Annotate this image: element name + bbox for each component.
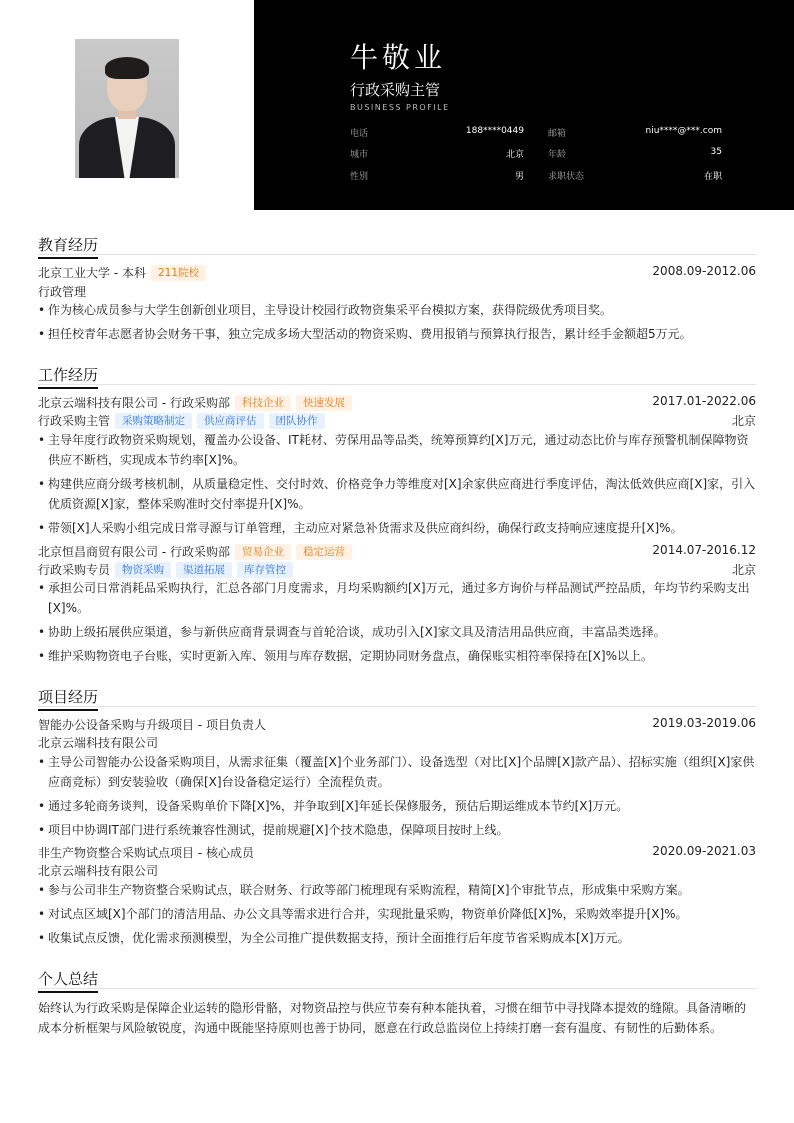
info-age xyxy=(548,147,722,161)
info-label: 性别 xyxy=(350,172,369,182)
project-company-row xyxy=(38,734,756,752)
role-tag: 团队协作 xyxy=(269,413,325,429)
job-bullet: • 构建供应商分级考核机制，从质量稳定性、交付时效、价格竞争力等维度对[X]余家供应商进行季度评估，淘汰低效供应商[X]家，引入优质资源[X]家，整体采购准时交付率提升[X]%。 xyxy=(38,474,756,514)
job-bullet: • 主导年度行政物资采购规划，覆盖办公设备、IT耗材、劳保用品等品类，统筹预算约[X]万元，通过动态比价与库存预警机制保障物资供应不断档，实现成本节约率[X]%。 xyxy=(38,430,756,470)
company-name: 北京恒昌商贸有限公司 - 行政采购部 xyxy=(38,545,230,559)
education-bullet: • 作为核心成员参与大学生创新创业项目，主导设计校园行政物资集采平台模拟方案，获得院级优秀项目奖。 xyxy=(38,300,756,320)
resume-header xyxy=(0,0,794,210)
info-job-status xyxy=(548,169,722,183)
profile-photo xyxy=(75,39,179,178)
work-section xyxy=(38,364,756,389)
job-bullet: • 带领[X]人采购小组完成日常寻源与订单管理，主动应对紧急补货需求及供应商纠纷，确保行政支持响应速度提升[X]%。 xyxy=(38,518,756,538)
education-major-row xyxy=(38,283,756,301)
job-header xyxy=(38,394,756,412)
job-header xyxy=(38,543,756,561)
project-period: 2019.03-2019.06 xyxy=(652,716,756,730)
section-divider xyxy=(38,706,756,707)
info-city xyxy=(350,147,524,161)
project-name: 智能办公设备采购与升级项目 - 项目负责人 xyxy=(38,718,266,732)
info-row-2 xyxy=(350,147,722,161)
job-role: 行政采购主管 xyxy=(38,414,111,428)
company-tag: 稳定运营 xyxy=(296,544,352,560)
company-tag: 科技企业 xyxy=(235,395,291,411)
info-label: 电话 xyxy=(350,129,369,139)
job-period: 2017.01-2022.06 xyxy=(652,394,756,408)
info-value: 北京 xyxy=(505,150,524,160)
info-value: niu****@***.com xyxy=(645,126,722,136)
photo-area xyxy=(0,0,254,210)
project-bullet: • 对试点区域[X]个部门的清洁用品、办公文具等需求进行合并，实现批量采购，物资单价降低[X]%，采购效率提升[X]%。 xyxy=(38,904,756,924)
job-bullet: • 承担公司日常消耗品采购执行，汇总各部门月度需求，月均采购额约[X]万元，通过多方询价与样品测试严控品质，年均节约采购支出[X]%。 xyxy=(38,578,756,618)
photo-hair xyxy=(105,57,149,79)
project-bullet: • 主导公司智能办公设备采购项目，从需求征集（覆盖[X]个业务部门）、设备选型（对比[X]个品牌[X]款产品）、招标实施（组织[X]家供应商竞标）到安装验收（确保[X]台设备稳定运行）全流程负责。 xyxy=(38,752,756,792)
education-period: 2008.09-2012.06 xyxy=(652,264,756,278)
role-tag: 物资采购 xyxy=(115,562,171,578)
info-value: 188****0449 xyxy=(465,126,524,136)
job-city: 北京 xyxy=(731,414,756,428)
profile-subtitle: BUSINESS PROFILE xyxy=(350,103,450,112)
project-company-row xyxy=(38,862,756,880)
info-row-1 xyxy=(350,126,722,140)
role-tag: 渠道拓展 xyxy=(176,562,232,578)
project-bullet: • 参与公司非生产物资整合采购试点，联合财务、行政等部门梳理现有采购流程，精简[X]个审批节点，形成集中采购方案。 xyxy=(38,880,756,900)
education-bullet: • 担任校青年志愿者协会财务干事，独立完成多场大型活动的物资采购、费用报销与预算执行报告，累计经手金额超5万元。 xyxy=(38,324,756,344)
info-email xyxy=(548,126,722,140)
info-label: 城市 xyxy=(350,150,369,160)
company-name: 北京云端科技有限公司 - 行政采购部 xyxy=(38,396,230,410)
company-tag: 快速发展 xyxy=(296,395,352,411)
info-phone xyxy=(350,126,524,140)
job-role-row xyxy=(38,561,756,579)
section-divider xyxy=(38,254,756,255)
education-section xyxy=(38,234,756,259)
school-name: 北京工业大学 - 本科 xyxy=(38,266,146,280)
education-header xyxy=(38,264,756,282)
role-tag: 库存管控 xyxy=(237,562,293,578)
project-period: 2020.09-2021.03 xyxy=(652,844,756,858)
section-title: 项目经历 xyxy=(38,686,98,711)
role-tag: 采购策略制定 xyxy=(115,413,192,429)
school-tag: 211院校 xyxy=(151,265,206,281)
info-value: 在职 xyxy=(703,172,722,182)
project-header xyxy=(38,844,756,862)
profile-panel xyxy=(254,0,794,210)
info-value: 35 xyxy=(710,147,722,157)
job-bullet: • 维护采购物资电子台账，实时更新入库、领用与库存数据，定期协同财务盘点，确保账实相符率保持在[X]%以上。 xyxy=(38,646,756,666)
job-role: 行政采购专员 xyxy=(38,563,111,577)
section-title: 个人总结 xyxy=(38,968,98,993)
candidate-title: 行政采购主管 xyxy=(350,81,441,99)
project-company: 北京云端科技有限公司 xyxy=(38,864,159,878)
summary-text: 始终认为行政采购是保障企业运转的隐形骨骼，对物资品控与供应节奏有种本能执着，习惯在细节中寻找降本提效的缝隙。具备清晰的成本分析框架与风险敏锐度，沟通中既能坚持原则也善于协同，愿意在行政总监岗位上持续打磨一套有温度、有韧性的后勤体系。 xyxy=(38,1001,747,1035)
info-gender xyxy=(350,169,524,183)
company-tag: 贸易企业 xyxy=(235,544,291,560)
project-bullet: • 项目中协调IT部门进行系统兼容性测试，提前规避[X]个技术隐患，保障项目按时上线。 xyxy=(38,820,756,840)
project-company: 北京云端科技有限公司 xyxy=(38,736,159,750)
info-label: 邮箱 xyxy=(548,129,567,139)
section-title: 教育经历 xyxy=(38,234,98,259)
job-period: 2014.07-2016.12 xyxy=(652,543,756,557)
projects-section xyxy=(38,686,756,711)
job-bullet: • 协助上级拓展供应渠道，参与新供应商背景调查与首轮洽谈，成功引入[X]家文具及清洁用品供应商，丰富品类选择。 xyxy=(38,622,756,642)
info-label: 年龄 xyxy=(548,150,567,160)
project-header xyxy=(38,716,756,734)
candidate-name: 牛敬业 xyxy=(350,41,447,74)
info-value: 男 xyxy=(514,172,524,182)
project-bullet: • 收集试点反馈，优化需求预测模型，为全公司推广提供数据支持，预计全面推行后年度节省采购成本[X]万元。 xyxy=(38,928,756,948)
section-divider xyxy=(38,384,756,385)
info-row-3 xyxy=(350,169,722,183)
section-title: 工作经历 xyxy=(38,364,98,389)
job-role-row xyxy=(38,412,756,430)
job-city: 北京 xyxy=(731,563,756,577)
section-divider xyxy=(38,988,756,989)
summary-section xyxy=(38,968,756,993)
project-name: 非生产物资整合采购试点项目 - 核心成员 xyxy=(38,846,254,860)
major: 行政管理 xyxy=(38,285,87,299)
info-label: 求职状态 xyxy=(548,172,585,182)
project-bullet: • 通过多轮商务谈判，设备采购单价下降[X]%，并争取到[X]年延长保修服务，预估后期运维成本节约[X]万元。 xyxy=(38,796,756,816)
role-tag: 供应商评估 xyxy=(197,413,264,429)
